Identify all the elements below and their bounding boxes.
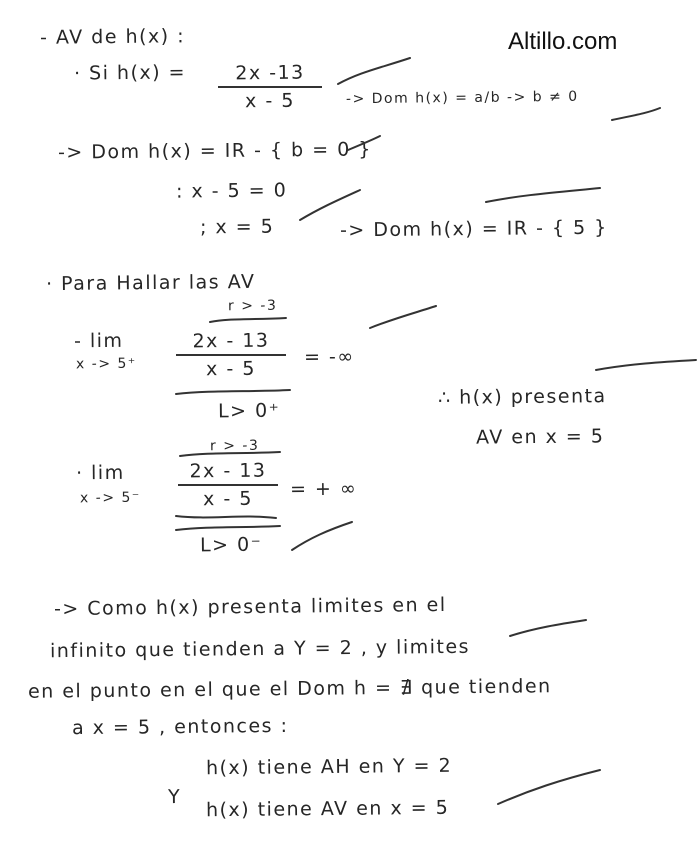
squiggle-lim2-bottom (176, 516, 276, 518)
equation-2: ; x = 5 (199, 215, 275, 239)
lim1-top-note: r > -3 (227, 297, 278, 315)
check-mark-6 (370, 306, 436, 328)
paragraph-line-1: -> Como h(x) presenta limites en el (53, 593, 447, 621)
check-mark-9 (510, 620, 586, 636)
final-line-1: h(x) tiene AH en Y = 2 (205, 754, 453, 780)
check-mark-3 (348, 136, 380, 150)
domain-result: -> Dom h(x) = IR - { 5 } (339, 216, 608, 242)
check-mark-2 (612, 108, 660, 120)
final-y: Y (167, 785, 182, 809)
check-mark-5 (486, 188, 600, 202)
paragraph-line-3: en el punto en el que el Dom h = ∄ que tienden (27, 675, 552, 703)
squiggle-lim2-top (180, 452, 280, 456)
check-mark-8 (292, 522, 352, 550)
watermark: Altillo.com (508, 28, 618, 55)
lim1-denominator: x - 5 (205, 357, 257, 381)
lim2-numerator: 2x - 13 (189, 459, 267, 483)
definition-numerator: 2x -13 (235, 61, 305, 85)
lim2-sub: x -> 5⁻ (79, 489, 141, 507)
lim2-denominator: x - 5 (202, 487, 254, 511)
check-mark-1 (338, 58, 410, 84)
lim2-bottom-note: L> 0⁻ (199, 533, 263, 557)
definition-denominator: x - 5 (244, 89, 296, 113)
lim2-result: = + ∞ (289, 477, 358, 501)
domain-b: -> Dom h(x) = IR - { b = 0 } (57, 138, 372, 164)
lim1-label: - lim (73, 329, 124, 353)
final-line-2: h(x) tiene AV en x = 5 (205, 796, 450, 822)
conclusion-line-1: ∴ h(x) presenta (437, 385, 607, 409)
squiggle-lim1-top (210, 318, 286, 322)
lim1-result: = -∞ (303, 345, 355, 369)
para-heading: · Para Hallar las AV (45, 270, 256, 296)
domain-rule: -> Dom h(x) = a/b -> b ≠ 0 (345, 88, 579, 108)
check-mark-7 (596, 360, 696, 370)
paragraph-line-2: infinito que tienden a Y = 2 , y limites (49, 635, 471, 663)
lim2-label: · lim (75, 461, 125, 485)
squiggle-lim1-bottom (176, 390, 290, 394)
paragraph-line-4: a x = 5 , entonces : (71, 714, 289, 740)
lim1-numerator: 2x - 13 (192, 329, 270, 353)
equation-1: : x - 5 = 0 (175, 179, 288, 203)
lim1-sub: x -> 5⁺ (75, 355, 137, 373)
definition-label: · Si h(x) = (73, 61, 187, 85)
squiggle-lim2-under (176, 526, 280, 530)
lim1-bottom-note: L> 0⁺ (217, 399, 281, 423)
lim2-top-note: r > -3 (209, 437, 260, 455)
heading: - AV de h(x) : (39, 25, 186, 49)
check-mark-4 (300, 190, 360, 220)
conclusion-line-2: AV en x = 5 (475, 425, 605, 449)
check-mark-10 (498, 770, 600, 804)
